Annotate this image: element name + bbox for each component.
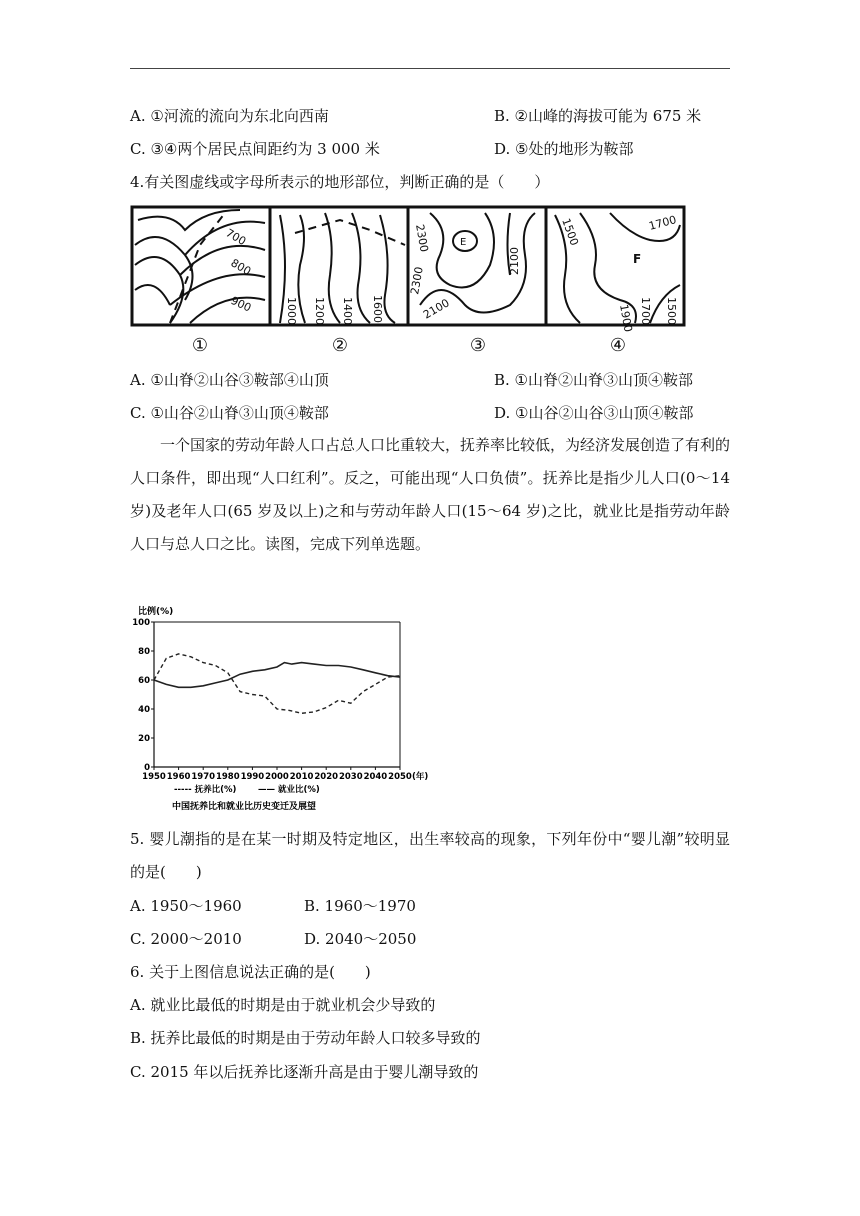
q5-option-c: C. 2000～2010 <box>130 930 242 948</box>
p4-label-1500-top: 1500 <box>559 216 581 248</box>
x-tick-label: 1990 <box>240 772 265 782</box>
q6-option-c: C. 2015 年以后抚养比逐渐升高是由于婴儿潮导致的 <box>130 1063 479 1081</box>
q5-stem: 5. 婴儿潮指的是在某一时期及特定地区，出生率较高的现象，下列年份中“婴儿潮”较明显的是( ) <box>130 830 730 881</box>
p3-label-2100-bottom: 2100 <box>421 296 452 322</box>
y-tick-label: 40 <box>138 705 150 715</box>
legend-dependency-ratio: ----- 抚养比(%) <box>174 785 237 795</box>
series-employment-ratio-line <box>154 663 400 688</box>
p4-label-1500-bottom: 1500 <box>665 297 678 325</box>
q3-option-b: B. ②山峰的海拔可能为 675 米 <box>494 107 702 125</box>
panel-number-1: ① <box>191 335 209 356</box>
x-tick-label: 2010 <box>289 772 314 782</box>
q4-option-c: C. ①山谷②山脊③山顶④鞍部 <box>130 404 329 422</box>
x-tick-label: 2040 <box>363 772 388 782</box>
p4-label-1700-bottom: 1700 <box>639 297 652 325</box>
intro-paragraph: 一个国家的劳动年龄人口占总人口比重较大，抚养率比较低，为经济发展创造了有利的人口条件，即出现“人口红利”。反之，可能出现“人口负债”。抚养比是指少儿人口(0～14 岁)及老年人口(65 岁及以上)之和与劳动年龄人口(15～64 岁)之比，就业比是指劳动年龄人口与总人口之比。读图，完成下列单选题。 <box>130 436 731 553</box>
chart-caption: 中国抚养比和就业比历史变迁及展望 <box>172 802 317 812</box>
chart-x-unit: (年) <box>412 772 429 782</box>
p4-label-1900: 1900 <box>617 303 635 334</box>
y-tick-label: 100 <box>132 618 150 628</box>
p2-label-1200: 1200 <box>313 297 326 325</box>
y-tick-label: 80 <box>138 647 150 657</box>
x-tick-label: 1950 <box>142 772 166 782</box>
x-tick-label: 2000 <box>265 772 289 782</box>
q6-option-a: A. 就业比最低的时期是由于就业机会少导致的 <box>130 996 436 1014</box>
x-tick-label: 2050 <box>388 772 412 782</box>
q6-stem: 6. 关于上图信息说法正确的是( ) <box>130 963 371 981</box>
p4-label-f: F <box>633 252 642 266</box>
panel-number-2: ② <box>331 335 349 356</box>
chart-y-ticks <box>132 618 154 773</box>
q3-option-a: A. ①河流的流向为东北向西南 <box>130 107 329 125</box>
x-tick-label: 1960 <box>166 772 191 782</box>
q3-option-c: C. ③④两个居民点间距约为 3 000 米 <box>130 140 380 158</box>
p1-label-900: 900 <box>228 293 254 315</box>
panel-number-4: ④ <box>609 335 627 356</box>
p1-label-700: 700 <box>223 226 249 249</box>
q5-option-a: A. 1950～1960 <box>130 897 242 915</box>
p3-label-2300-bottom: 2300 <box>408 265 426 296</box>
contour-map-figure <box>130 205 688 357</box>
p4-label-1700-top: 1700 <box>647 213 678 233</box>
x-tick-label: 1970 <box>191 772 216 782</box>
y-tick-label: 60 <box>138 676 150 686</box>
q5-option-b: B. 1960～1970 <box>304 897 416 915</box>
q4-option-d: D. ①山谷②山谷③山顶④鞍部 <box>494 404 694 422</box>
x-tick-label: 2030 <box>338 772 363 782</box>
chart-ylabel: 比例(%) <box>138 607 174 617</box>
q4-option-a: A. ①山脊②山谷③鞍部④山顶 <box>130 371 329 389</box>
p3-label-2100-right: 2100 <box>508 247 521 275</box>
x-tick-label: 1980 <box>215 772 240 782</box>
p2-label-1400: 1400 <box>341 297 354 325</box>
p1-label-800: 800 <box>228 256 254 279</box>
p3-label-2300-top: 2300 <box>413 223 431 254</box>
q4-stem: 4.有关图虚线或字母所表示的地形部位，判断正确的是（ ） <box>130 173 550 191</box>
q5-option-d: D. 2040～2050 <box>304 930 417 948</box>
q4-option-b: B. ①山脊②山脊③山顶④鞍部 <box>494 371 694 389</box>
q6-option-b: B. 抚养比最低的时期是由于劳动年龄人口较多导致的 <box>130 1029 481 1047</box>
x-tick-label: 2020 <box>314 772 339 782</box>
header-rule <box>130 68 730 69</box>
p3-label-e: E <box>460 237 467 248</box>
series-dependency-ratio-line <box>154 654 400 713</box>
y-tick-label: 20 <box>138 734 150 744</box>
p2-label-1600: 1600 <box>371 295 384 323</box>
q3-option-d: D. ⑤处的地形为鞍部 <box>494 140 634 158</box>
panel-number-3: ③ <box>469 335 487 356</box>
dependency-ratio-chart <box>128 602 429 817</box>
chart-axes <box>154 622 400 767</box>
chart-x-ticks <box>142 767 412 782</box>
p2-label-1000: 1000 <box>285 297 298 325</box>
legend-employment-ratio: —— 就业比(%) <box>258 785 320 795</box>
y-tick-label: 0 <box>144 763 150 773</box>
